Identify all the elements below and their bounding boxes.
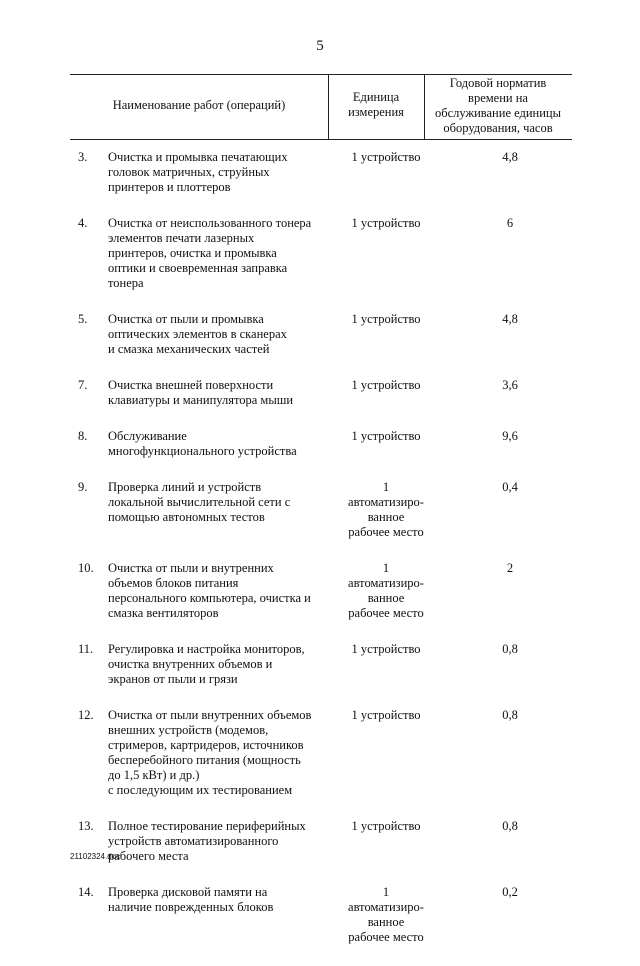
table-row bbox=[70, 312, 572, 357]
table-row bbox=[70, 708, 572, 798]
row-norm: 4,8 bbox=[502, 150, 518, 164]
table-row bbox=[70, 378, 572, 408]
row-number: 7. bbox=[78, 378, 88, 392]
table-row bbox=[70, 429, 572, 459]
row-unit: 1 устройство bbox=[351, 708, 421, 722]
row-unit: 1 устройство bbox=[351, 429, 421, 443]
table-row bbox=[70, 216, 572, 291]
file-name-footer: 21102324.doc bbox=[70, 852, 121, 861]
row-name: Очистка от пыли и промывка оптических элементов в сканерах и смазка механических частей bbox=[108, 312, 287, 356]
row-norm: 0,8 bbox=[502, 819, 518, 833]
row-norm: 0,2 bbox=[502, 885, 518, 899]
table-row bbox=[70, 561, 572, 621]
table-body bbox=[70, 150, 572, 966]
row-name: Очистка и промывка печатающих головок матричных, струйных принтеров и плоттеров bbox=[108, 150, 288, 194]
row-norm: 0,8 bbox=[502, 642, 518, 656]
row-name: Очистка от неиспользованного тонера элементов печати лазерных принтеров, очистка и промывка оптики и своевременная заправка тонера bbox=[108, 216, 312, 290]
row-norm: 0,4 bbox=[502, 480, 518, 494]
row-name: Регулировка и настройка мониторов, очистка внутренних объемов и экранов от пыли и грязи bbox=[108, 642, 305, 686]
row-number: 13. bbox=[78, 819, 94, 833]
table-row bbox=[70, 642, 572, 687]
row-unit: 1 устройство bbox=[351, 312, 421, 326]
row-norm: 2 bbox=[506, 561, 514, 575]
table-row bbox=[70, 885, 572, 945]
row-number: 9. bbox=[78, 480, 88, 494]
row-unit: 1 автоматизиро- ванное рабочее место bbox=[348, 561, 424, 620]
row-norm: 3,6 bbox=[502, 378, 518, 392]
table-header-bottom-rule bbox=[70, 139, 572, 140]
row-unit: 1 устройство bbox=[351, 150, 421, 164]
row-name: Очистка внешней поверхности клавиатуры и манипулятора мыши bbox=[108, 378, 294, 407]
row-number: 11. bbox=[78, 642, 94, 656]
row-unit: 1 устройство bbox=[351, 216, 421, 230]
row-unit: 1 автоматизиро- ванное рабочее место bbox=[348, 885, 424, 944]
row-norm: 4,8 bbox=[502, 312, 518, 326]
row-number: 10. bbox=[78, 561, 94, 575]
header-norm: Годовой норматив времени на обслуживание единицы оборудования, часов bbox=[434, 76, 562, 135]
row-name: Проверка линий и устройств локальной вычислительной сети с помощью автономных тестов bbox=[108, 480, 291, 524]
header-name: Наименование работ (операций) bbox=[112, 98, 286, 112]
row-norm: 6 bbox=[506, 216, 514, 230]
row-name: Полное тестирование периферийных устройств автоматизированного рабочего места bbox=[108, 819, 306, 863]
row-unit: 1 автоматизиро- ванное рабочее место bbox=[348, 480, 424, 539]
row-unit: 1 устройство bbox=[351, 819, 421, 833]
row-name: Проверка дисковой памяти на наличие поврежденных блоков bbox=[108, 885, 274, 914]
row-number: 12. bbox=[78, 708, 94, 722]
header-unit: Единица измерения bbox=[348, 90, 404, 119]
row-number: 4. bbox=[78, 216, 88, 230]
row-number: 8. bbox=[78, 429, 88, 443]
row-norm: 0,8 bbox=[502, 708, 518, 722]
row-number: 3. bbox=[78, 150, 88, 164]
row-unit: 1 устройство bbox=[351, 378, 421, 392]
table-row bbox=[70, 819, 572, 864]
page-number: 5 bbox=[316, 38, 324, 54]
table-row bbox=[70, 480, 572, 540]
row-name: Обслуживание многофункционального устройства bbox=[108, 429, 297, 458]
row-norm: 9,6 bbox=[502, 429, 518, 443]
row-unit: 1 устройство bbox=[351, 642, 421, 656]
row-number: 14. bbox=[78, 885, 94, 899]
table-row bbox=[70, 150, 572, 195]
row-name: Очистка от пыли и внутренних объемов блоков питания персонального компьютера, очистка и смазка вентиляторов bbox=[108, 561, 311, 620]
row-name: Очистка от пыли внутренних объемов внешних устройств (модемов, стримеров, картридеров, источников бесперебойного питания (мощность до 1,5 кВт) и др.) с последующим их тестированием bbox=[108, 708, 312, 797]
row-number: 5. bbox=[78, 312, 88, 326]
table-top-rule bbox=[70, 74, 572, 75]
